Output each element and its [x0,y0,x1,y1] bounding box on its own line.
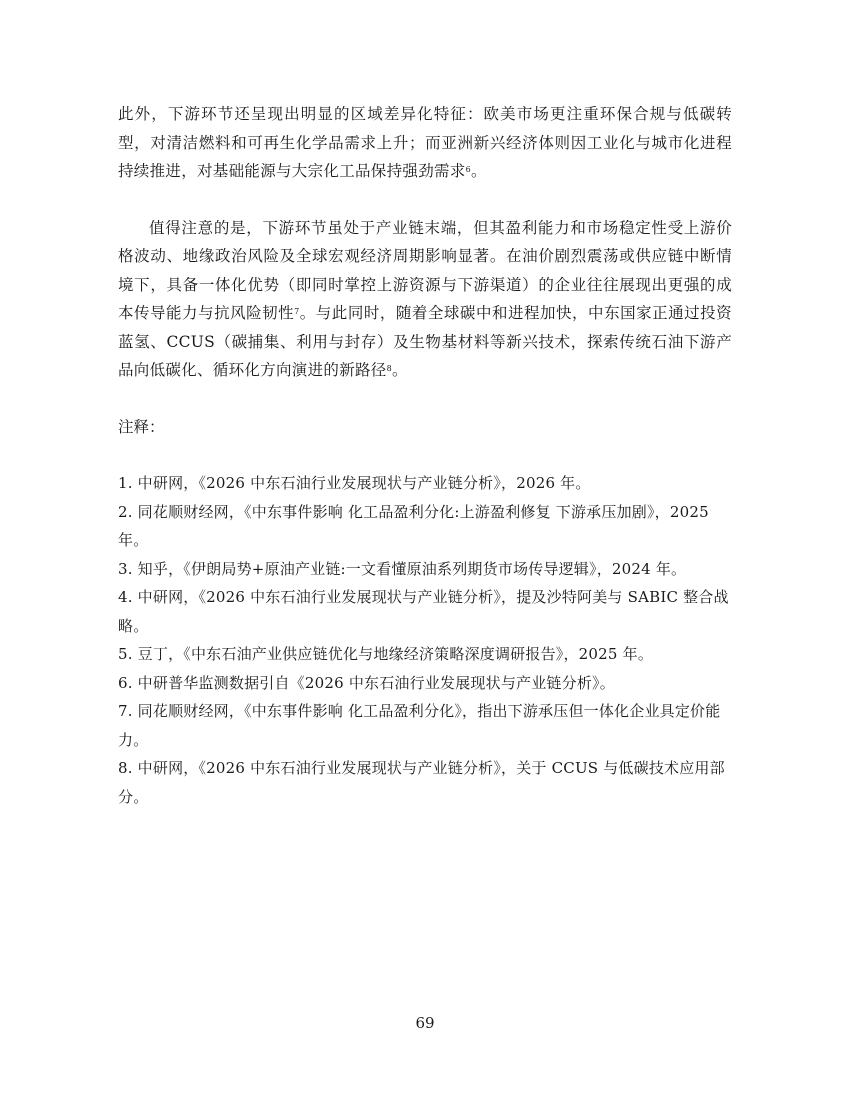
paragraph-ending: 。 [392,361,408,379]
note-item: 3. 知乎，《伊朗局势+原油产业链:一文看懂原油系列期货市场传导逻辑》，2024 年。 [118,559,687,578]
notes-heading: 注释： [118,417,165,436]
paragraph-downstream-risks [118,214,732,385]
footnote-marker[interactable]: 8 [386,364,392,373]
page-number: 69 [415,1014,435,1032]
paragraph-ending: 。 [471,162,487,180]
notes-list [118,469,732,811]
note-item: 7. 同花顺财经网，《中东事件影响 化工品盈利分化》，指出下游承压但一体化企业具定价能力。 [118,702,721,749]
note-item: 8. 中研网，《2026 中东石油行业发展现状与产业链分析》，关于 CCUS 与低碳技术应用部分。 [118,759,725,806]
note-item: 2. 同花顺财经网，《中东事件影响 化工品盈利分化:上游盈利修复 下游承压加剧》，2025 年。 [118,502,709,549]
document-body [118,100,732,811]
footnote-marker[interactable]: 7 [294,307,300,316]
note-item: 6. 中研普华监测数据引自《2026 中东石油行业发展现状与产业链分析》。 [118,673,615,692]
note-item: 5. 豆丁，《中东石油产业供应链优化与地缘经济策略深度调研报告》，2025 年。 [118,645,654,663]
paragraph-regional-differences [118,100,732,186]
paragraph-text-continued: 。与此同时，随着全球碳中和进程加快，中东国家正通过投资蓝氢、CCUS（碳捕集、利用与封存）及生物基材料等新兴技术，探索传统石油下游产品向低碳化、循环化方向演进的新路径 [118,304,732,379]
footnote-marker[interactable]: 6 [465,165,471,174]
paragraph-text: 值得注意的是，下游环节虽处于产业链末端，但其盈利能力和市场稳定性受上游价格波动、地缘政治风险及全球宏观经济周期影响显著。在油价剧烈震荡或供应链中断情境下，具备一体化优势（即同时掌控上游资源与下游渠道）的企业往往展现出更强的成本传导能力与抗风险韧性 [118,218,732,322]
note-item: 4. 中研网，《2026 中东石油行业发展现状与产业链分析》，提及沙特阿美与 SABIC 整合战略。 [118,588,729,635]
note-item: 1. 中研网，《2026 中东石油行业发展现状与产业链分析》，2026 年。 [118,474,591,492]
paragraph-text: 此外，下游环节还呈现出明显的区域差异化特征：欧美市场更注重环保合规与低碳转型，对清洁燃料和可再生化学品需求上升；而亚洲新兴经济体则因工业化与城市化进程持续推进，对基础能源与大宗化工品保持强劲需求 [118,105,732,180]
